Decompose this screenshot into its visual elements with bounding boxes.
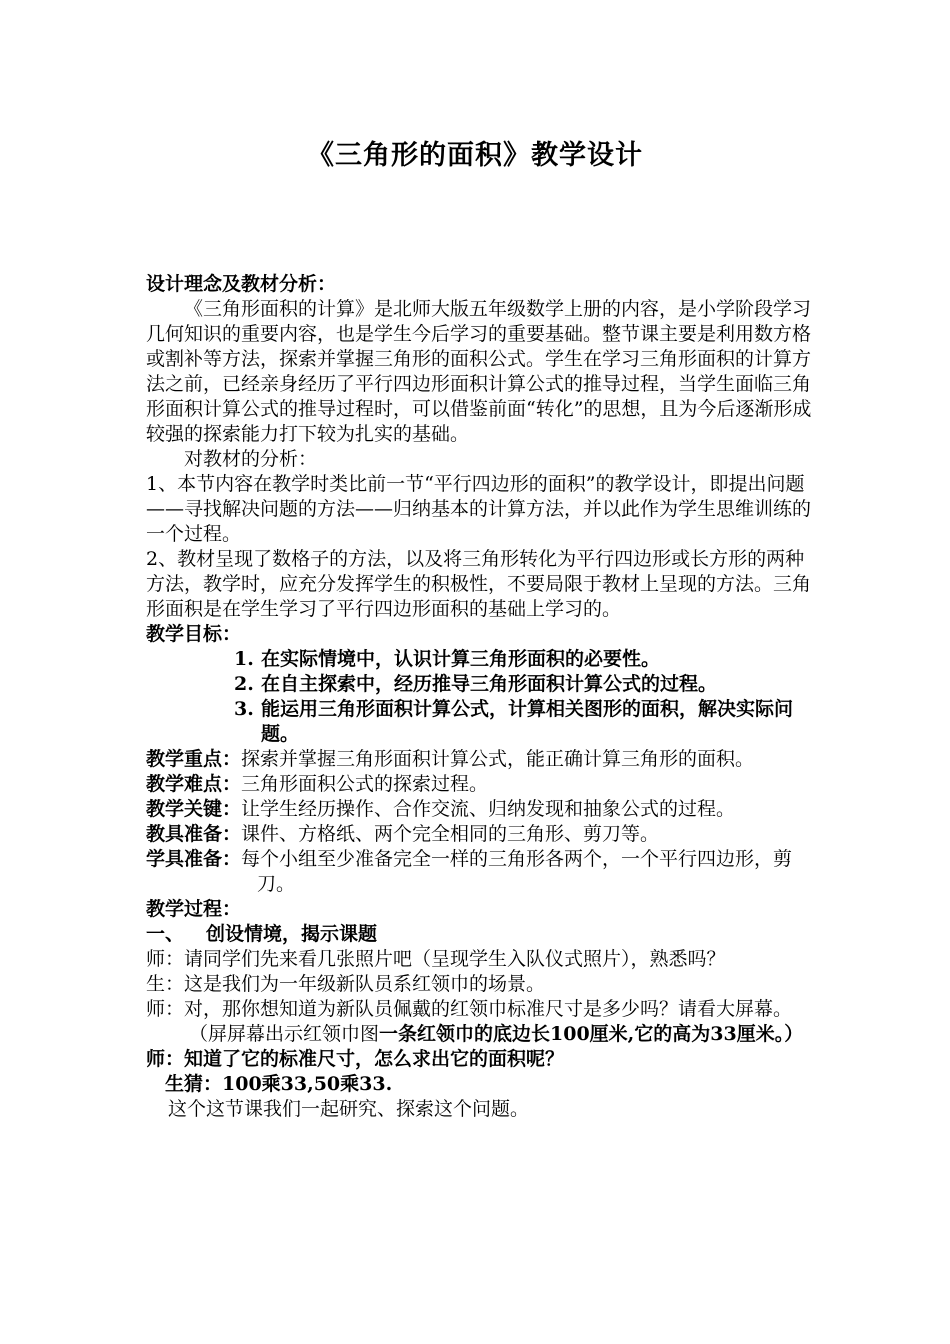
dialogue-line-student-guess: 生猜：100乘33,50乘33. (165, 1073, 393, 1095)
analysis-point-2: 2、教材呈现了数格子的方法，以及将三角形转化为平行四边形或长方形的两种方法，教学时，应充分发挥学生的积极性，不要局限于教材上呈现的方法。三角形面积是在学生学习了平行四边形面积的基础上学习的。 (146, 548, 812, 620)
goal-item (146, 672, 814, 697)
document-body (146, 272, 814, 1122)
design-intro-paragraph: 《三角形面积的计算》是北师大版五年级数学上册的内容，是小学阶段学习几何知识的重要内容，也是学生今后学习的重要基础。整节课主要是利用数方格或割补等方法，探索并掌握三角形的面积公式。学生在学习三角形面积的计算方法之前，已经亲身经历了平行四边形面积计算公式的推导过程，当学生面临三角形面积计算公式的推导过程时，可以借鉴前面“转化”的思想，且为今后逐渐形成较强的探索能力打下较为扎实的基础。 (146, 298, 812, 445)
teacher-tools-text: 课件、方格纸、两个完全相同的三角形、剪刀等。 (241, 823, 660, 845)
teacher-tools-label: 教具准备： (146, 823, 242, 845)
analysis-label: 对教材的分析： (184, 448, 318, 470)
teacher-tools-paragraph (146, 822, 814, 847)
goals-list (146, 647, 814, 747)
difficulty-paragraph (146, 772, 814, 797)
student-tools-text: 每个小组至少准备完全一样的三角形各两个，一个平行四边形，剪刀。 (241, 848, 793, 895)
difficulty-label: 教学难点： (146, 773, 242, 795)
dialogue-line-teacher-3: 师：知道了它的标准尺寸，怎么求出它的面积呢？ (146, 1048, 565, 1070)
key-point-text: 探索并掌握三角形面积计算公式，能正确计算三角形的面积。 (241, 748, 755, 770)
process-heading: 教学过程： (146, 898, 242, 920)
analysis-point-1: 1、本节内容在教学时类比前一节“平行四边形的面积”的教学设计，即提出问题——寻找解决问题的方法——归纳基本的计算方法，并以此作为学生思维训练的一个过程。 (146, 473, 812, 545)
goal-text: 能运用三角形面积计算公式，计算相关图形的面积，解决实际问题。 (261, 698, 794, 745)
document-title: 《三角形的面积》教学设计 (307, 140, 643, 171)
key-point-paragraph (146, 747, 814, 772)
key-text: 让学生经历操作、合作交流、归纳发现和抽象公式的过程。 (241, 798, 736, 820)
teacher-2-bold-text: 一条红领巾的底边长100厘米,它的高为33厘米。） (379, 1023, 804, 1045)
step-1-title: 创设情境，揭示课题 (206, 923, 378, 945)
student-tools-paragraph (146, 847, 814, 897)
key-label: 教学关键： (146, 798, 242, 820)
goal-text: 在实际情境中，认识计算三角形面积的必要性。 (261, 648, 661, 670)
difficulty-text: 三角形面积公式的探索过程。 (241, 773, 489, 795)
dialogue-line-teacher-2 (146, 997, 814, 1047)
key-point-label: 教学重点： (146, 748, 242, 770)
teacher-2-text: 师：对，那你想知道为新队员佩戴的红领巾标准尺寸是多少吗？请看大屏幕。（屏屏幕出示红领巾图 (146, 998, 793, 1045)
goal-number: 1. (234, 648, 254, 670)
goal-number: 2. (234, 673, 254, 695)
goal-item (146, 697, 814, 747)
goal-item (146, 647, 814, 672)
goals-heading: 教学目标： (146, 623, 242, 645)
dialogue-line-teacher-1: 师：请同学们先来看几张照片吧（呈现学生入队仪式照片），熟悉吗？ (146, 948, 726, 970)
design-heading: 设计理念及教材分析： (146, 273, 337, 295)
key-paragraph (146, 797, 814, 822)
dialogue-line-student-1: 生：这是我们为一年级新队员系红领巾的场景。 (146, 973, 546, 995)
closing-line: 这个这节课我们一起研究、探索这个问题。 (168, 1098, 530, 1120)
student-tools-label: 学具准备： (146, 848, 242, 870)
goal-text: 在自主探索中，经历推导三角形面积计算公式的过程。 (261, 673, 718, 695)
step-1-number: 一、 (146, 923, 185, 945)
goal-number: 3. (234, 698, 254, 720)
step-1-heading (146, 922, 814, 947)
